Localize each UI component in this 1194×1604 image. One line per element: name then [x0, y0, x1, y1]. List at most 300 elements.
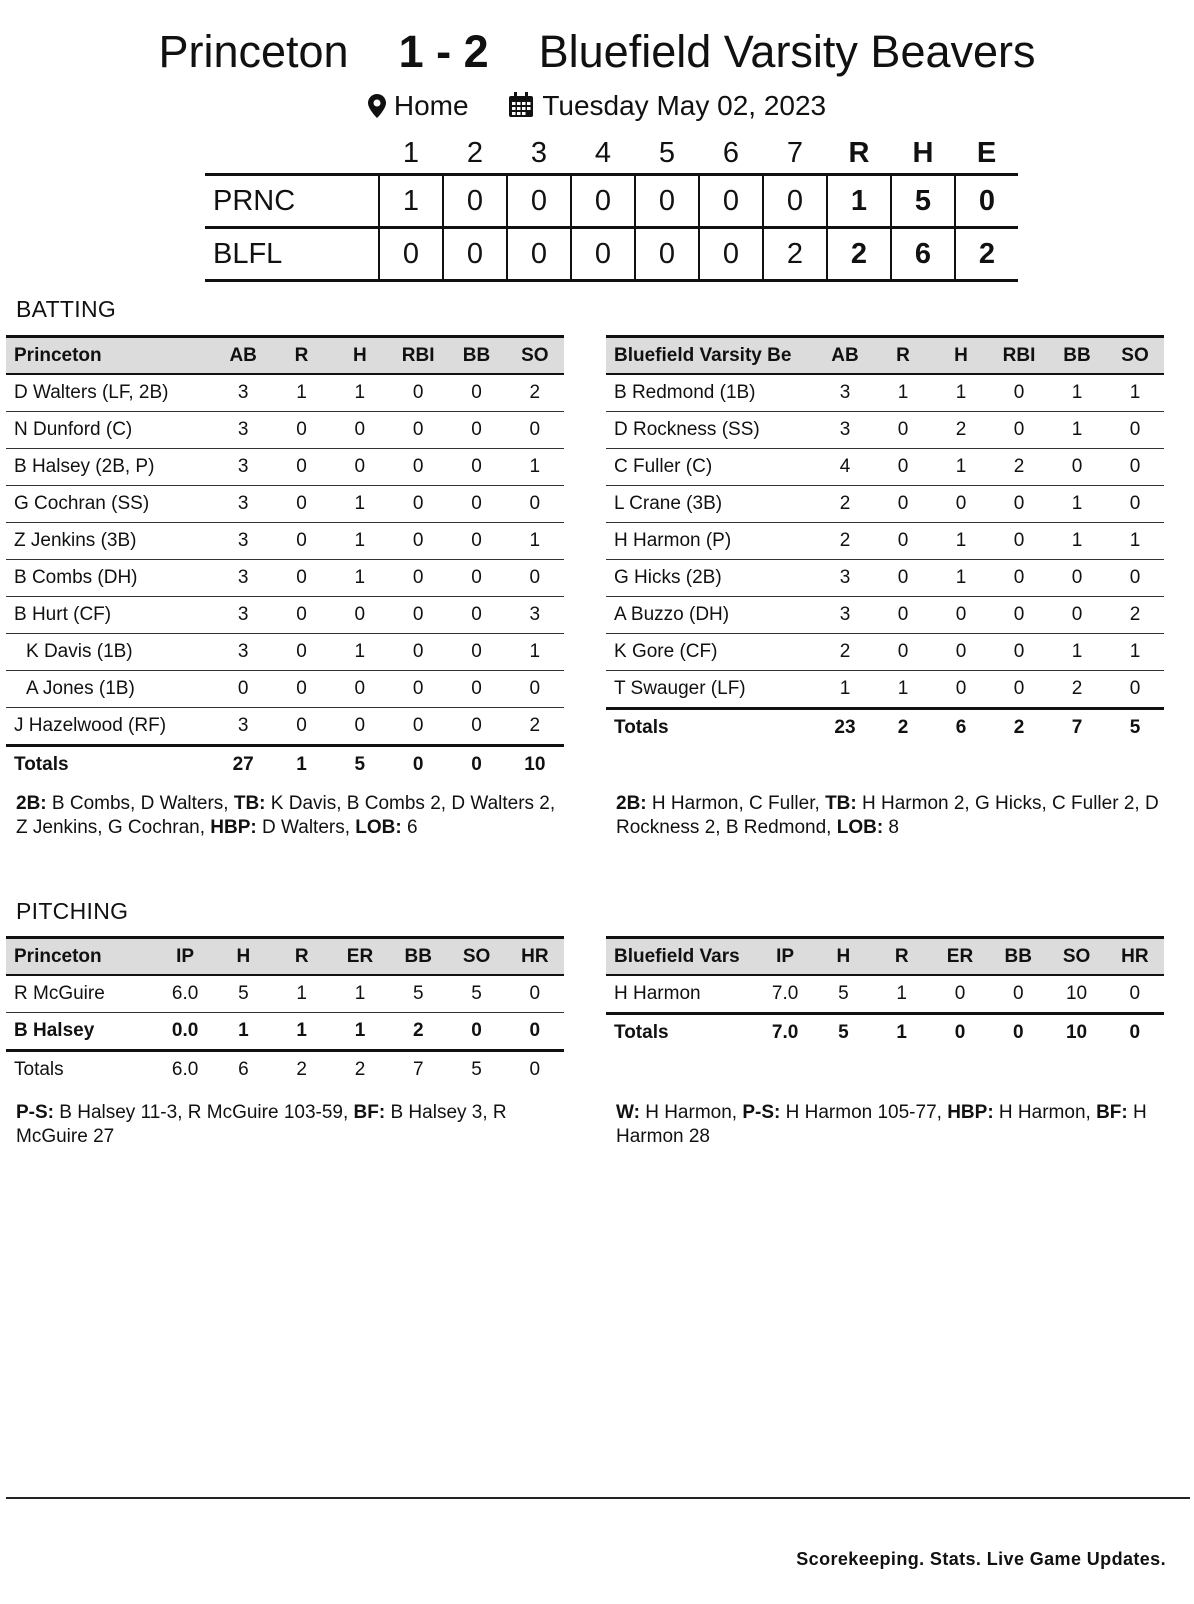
- stat-cell: 2: [389, 1013, 447, 1051]
- player-name: B Hurt (CF): [6, 597, 214, 634]
- stat-cell: 0: [389, 708, 447, 746]
- totals-row: [6, 746, 564, 784]
- stat-cell: 0.0: [156, 1013, 214, 1051]
- stat-cell: 1: [214, 1013, 272, 1051]
- totals-cell: 2: [331, 1051, 389, 1089]
- stat-cell: 0: [1048, 560, 1106, 597]
- stat-cell: 5: [447, 975, 505, 1013]
- stat-cell: 1: [874, 671, 932, 709]
- batting-section-title: BATTING: [16, 296, 117, 322]
- stat-cell: 0: [331, 449, 389, 486]
- stat-header-row: [6, 337, 564, 375]
- stat-cell: 0: [272, 634, 330, 671]
- totals-cell: 2: [874, 709, 932, 747]
- stat-cell: 0: [990, 671, 1048, 709]
- stat-cell: 1: [331, 486, 389, 523]
- stat-cell: 1: [331, 634, 389, 671]
- totals-label: Totals: [6, 746, 214, 784]
- note-label: HBP:: [210, 817, 257, 838]
- column-header: IP: [756, 938, 814, 976]
- note-label: BF:: [1096, 1102, 1128, 1123]
- team-label: Princeton: [6, 938, 156, 976]
- stat-cell: 10: [1047, 975, 1105, 1014]
- note-text: 6: [401, 817, 418, 838]
- player-name: K Gore (CF): [606, 634, 816, 671]
- stat-cell: 0: [331, 597, 389, 634]
- note-label: P-S:: [16, 1102, 54, 1123]
- player-row: [6, 560, 564, 597]
- player-row: [606, 523, 1164, 560]
- stat-cell: 0: [1106, 671, 1164, 709]
- errors-header: E: [976, 136, 997, 169]
- stat-cell: 0: [874, 412, 932, 449]
- stat-cell: 1: [506, 523, 564, 560]
- player-row: [606, 449, 1164, 486]
- linescore-e: 2: [955, 228, 1018, 281]
- stat-cell: 0: [990, 523, 1048, 560]
- inning-runs: 0: [571, 175, 635, 228]
- inning-runs: 0: [443, 175, 507, 228]
- stat-cell: 0: [989, 975, 1047, 1014]
- stat-cell: 0: [874, 597, 932, 634]
- stat-cell: 0: [990, 412, 1048, 449]
- stat-cell: 1: [272, 374, 330, 412]
- stat-cell: 3: [816, 412, 874, 449]
- note-label: TB:: [233, 793, 266, 814]
- linescore-r: 1: [827, 175, 891, 228]
- stat-cell: 1: [816, 671, 874, 709]
- away-team-name: Bluefield Varsity Beavers: [538, 26, 1036, 77]
- stat-cell: 0: [389, 634, 447, 671]
- note-label: LOB:: [836, 817, 884, 838]
- linescore-e: 0: [955, 175, 1018, 228]
- team-label: Princeton: [6, 337, 214, 375]
- stat-cell: 0: [389, 597, 447, 634]
- inning-header: 7: [786, 136, 804, 169]
- player-name: D Rockness (SS): [606, 412, 816, 449]
- player-row: [606, 412, 1164, 449]
- stat-cell: 1: [932, 523, 990, 560]
- stat-cell: 0: [1106, 975, 1164, 1014]
- player-name: J Hazelwood (RF): [6, 708, 214, 746]
- player-row: [6, 412, 564, 449]
- player-row: [6, 671, 564, 708]
- totals-cell: 0: [931, 1014, 989, 1052]
- stat-cell: 1: [932, 560, 990, 597]
- totals-cell: 23: [816, 709, 874, 747]
- stat-cell: 0: [506, 486, 564, 523]
- note-text: B Halsey 3, R McGuire 27: [16, 1102, 507, 1147]
- stat-cell: 3: [214, 597, 272, 634]
- player-name: B Halsey: [6, 1013, 156, 1051]
- stat-cell: 0: [506, 1013, 564, 1051]
- totals-row: [6, 1051, 564, 1089]
- game-date: [508, 88, 826, 124]
- stat-cell: 0: [331, 412, 389, 449]
- stat-cell: 5: [814, 975, 872, 1014]
- column-header: SO: [506, 337, 564, 375]
- stat-cell: 1: [1106, 374, 1164, 412]
- column-header: ER: [331, 938, 389, 976]
- stat-cell: 4: [816, 449, 874, 486]
- totals-label: Totals: [606, 1014, 756, 1052]
- batting-table-away: [606, 335, 1164, 746]
- note-label: TB:: [825, 793, 857, 814]
- stat-cell: 0: [506, 560, 564, 597]
- inning-header: 5: [658, 136, 676, 169]
- home-team-name: Princeton: [158, 26, 349, 77]
- totals-row: [606, 709, 1164, 747]
- inning-runs: 0: [443, 228, 507, 281]
- stat-cell: 0: [272, 523, 330, 560]
- stat-cell: 1: [1048, 374, 1106, 412]
- player-row: [606, 975, 1164, 1014]
- footer-divider: [6, 1497, 1190, 1499]
- column-header: H: [932, 337, 990, 375]
- note-label: LOB:: [355, 817, 402, 838]
- stat-cell: 0: [1106, 486, 1164, 523]
- stat-cell: 3: [506, 597, 564, 634]
- stat-cell: 1: [273, 1013, 331, 1051]
- stat-cell: 2: [506, 708, 564, 746]
- stat-cell: 2: [990, 449, 1048, 486]
- player-name: H Harmon (P): [606, 523, 816, 560]
- stat-cell: 0: [447, 560, 505, 597]
- pitching-notes-home: [16, 1101, 561, 1149]
- stat-cell: 1: [1048, 412, 1106, 449]
- stat-cell: 1: [1048, 634, 1106, 671]
- stat-cell: 0: [447, 449, 505, 486]
- player-row: [606, 597, 1164, 634]
- stat-cell: 1: [1048, 486, 1106, 523]
- column-header: BB: [1048, 337, 1106, 375]
- note-label: HBP:: [947, 1102, 994, 1123]
- stat-cell: 0: [932, 486, 990, 523]
- player-name: G Cochran (SS): [6, 486, 214, 523]
- linescore-h: 6: [891, 228, 955, 281]
- stat-cell: 0: [1106, 412, 1164, 449]
- player-name: N Dunford (C): [6, 412, 214, 449]
- stat-cell: 3: [816, 374, 874, 412]
- note-text: B Combs, D Walters,: [46, 793, 234, 814]
- stat-cell: 0: [389, 449, 447, 486]
- note-label: 2B:: [616, 793, 647, 814]
- team-label: Bluefield Vars: [606, 938, 756, 976]
- stat-cell: 0: [506, 412, 564, 449]
- inning-runs: 0: [571, 228, 635, 281]
- column-header: R: [874, 337, 932, 375]
- stat-cell: 0: [1048, 597, 1106, 634]
- location-label: Home: [393, 89, 469, 121]
- totals-cell: 7: [1048, 709, 1106, 747]
- hits-header: H: [912, 136, 934, 169]
- totals-cell: 5: [331, 746, 389, 784]
- player-name: H Harmon: [606, 975, 756, 1014]
- totals-cell: 6.0: [156, 1051, 214, 1089]
- player-row: [606, 374, 1164, 412]
- inning-header: 4: [594, 136, 612, 169]
- stat-cell: 0: [272, 708, 330, 746]
- note-text: H Harmon 2, G Hicks, C Fuller 2, D Rockness 2, B Redmond,: [616, 793, 1159, 838]
- column-header: IP: [156, 938, 214, 976]
- runs-header: R: [848, 136, 870, 169]
- column-header: RBI: [990, 337, 1048, 375]
- linescore-header: [205, 133, 1018, 175]
- batting-notes-away: [616, 792, 1161, 840]
- stat-cell: 0: [447, 374, 505, 412]
- stat-cell: 0: [389, 560, 447, 597]
- inning-runs: 0: [699, 228, 763, 281]
- player-name: A Jones (1B): [6, 671, 214, 708]
- note-text: D Walters,: [256, 817, 356, 838]
- player-row: [6, 1013, 564, 1051]
- totals-cell: 6: [214, 1051, 272, 1089]
- totals-cell: 5: [1106, 709, 1164, 747]
- stat-cell: 1: [506, 634, 564, 671]
- column-header: H: [331, 337, 389, 375]
- stat-cell: 1: [273, 975, 331, 1013]
- footer-tagline: Scorekeeping. Stats. Live Game Updates.: [796, 1549, 1166, 1569]
- stat-cell: 0: [331, 708, 389, 746]
- stat-cell: 0: [447, 708, 505, 746]
- stat-cell: 3: [214, 708, 272, 746]
- stat-cell: 0: [506, 975, 564, 1013]
- note-text: H Harmon 28: [616, 1102, 1147, 1147]
- column-header: R: [272, 337, 330, 375]
- note-text: B Halsey 11-3, R McGuire 103-59,: [54, 1102, 354, 1123]
- column-header: SO: [1047, 938, 1105, 976]
- stat-cell: 1: [331, 374, 389, 412]
- player-name: K Davis (1B): [6, 634, 214, 671]
- stat-cell: 1: [932, 374, 990, 412]
- note-label: P-S:: [742, 1102, 781, 1123]
- stat-cell: 1: [1106, 634, 1164, 671]
- stat-header-row: [6, 938, 564, 976]
- column-header: R: [873, 938, 931, 976]
- player-name: L Crane (3B): [606, 486, 816, 523]
- batting-table-home: [6, 335, 564, 783]
- game-header: [0, 24, 1194, 80]
- player-row: [6, 374, 564, 412]
- inning-runs: 0: [635, 175, 699, 228]
- stat-cell: 1: [331, 975, 389, 1013]
- stat-cell: 3: [214, 486, 272, 523]
- stat-cell: 0: [272, 560, 330, 597]
- totals-cell: 1: [272, 746, 330, 784]
- linescore-team: BLFL: [205, 228, 379, 281]
- stat-cell: 2: [1048, 671, 1106, 709]
- pitching-section-title: PITCHING: [16, 898, 129, 924]
- note-label: W:: [616, 1102, 640, 1123]
- totals-row: [606, 1014, 1164, 1052]
- stat-cell: 6.0: [156, 975, 214, 1013]
- player-name: A Buzzo (DH): [606, 597, 816, 634]
- stat-cell: 0: [1106, 560, 1164, 597]
- date-label: Tuesday May 02, 2023: [542, 89, 827, 121]
- totals-cell: 7: [389, 1051, 447, 1089]
- stat-header-row: [606, 938, 1164, 976]
- totals-cell: 5: [814, 1014, 872, 1052]
- inning-runs: 2: [763, 228, 827, 281]
- stat-cell: 0: [990, 486, 1048, 523]
- column-header: R: [273, 938, 331, 976]
- totals-cell: 1: [873, 1014, 931, 1052]
- inning-runs: 1: [379, 175, 443, 228]
- pitching-notes-away: [616, 1101, 1161, 1149]
- stat-cell: 0: [389, 374, 447, 412]
- stat-cell: 0: [272, 449, 330, 486]
- player-name: Z Jenkins (3B): [6, 523, 214, 560]
- pitching-table-home: [6, 936, 564, 1088]
- player-row: [6, 708, 564, 746]
- column-header: HR: [1106, 938, 1164, 976]
- totals-label: Totals: [606, 709, 816, 747]
- location: [368, 88, 469, 124]
- stat-cell: 0: [447, 634, 505, 671]
- stat-cell: 1: [331, 1013, 389, 1051]
- totals-cell: 2: [273, 1051, 331, 1089]
- inning-header: 3: [530, 136, 548, 169]
- note-text: H Harmon, C Fuller,: [646, 793, 826, 814]
- player-row: [606, 671, 1164, 709]
- note-text: K Davis, B Combs 2, D Walters 2, Z Jenkins, G Cochran,: [16, 793, 556, 838]
- stat-cell: 0: [214, 671, 272, 708]
- column-header: AB: [816, 337, 874, 375]
- stat-header-row: [606, 337, 1164, 375]
- stat-cell: 2: [816, 486, 874, 523]
- linescore-team: PRNC: [205, 175, 379, 228]
- stat-cell: 0: [447, 671, 505, 708]
- stat-cell: 0: [447, 486, 505, 523]
- inning-header: 2: [466, 136, 484, 169]
- column-header: H: [214, 938, 272, 976]
- column-header: SO: [447, 938, 505, 976]
- stat-cell: 3: [214, 560, 272, 597]
- column-header: RBI: [389, 337, 447, 375]
- totals-cell: 0: [389, 746, 447, 784]
- stat-cell: 3: [214, 374, 272, 412]
- inning-runs: 0: [763, 175, 827, 228]
- linescore-row: [205, 228, 1018, 281]
- column-header: BB: [989, 938, 1047, 976]
- player-name: C Fuller (C): [606, 449, 816, 486]
- column-header: AB: [214, 337, 272, 375]
- player-name: T Swauger (LF): [606, 671, 816, 709]
- batting-notes-home: [16, 792, 561, 840]
- inning-header: 1: [402, 136, 420, 169]
- inning-runs: 0: [507, 175, 571, 228]
- stat-cell: 3: [214, 634, 272, 671]
- stat-cell: 0: [990, 374, 1048, 412]
- stat-cell: 5: [214, 975, 272, 1013]
- totals-cell: 0: [506, 1051, 564, 1089]
- stat-cell: 0: [447, 523, 505, 560]
- inning-runs: 0: [507, 228, 571, 281]
- note-text: H Harmon,: [639, 1102, 743, 1123]
- pitching-table-away: [606, 936, 1164, 1051]
- player-row: [6, 486, 564, 523]
- stat-cell: 3: [214, 523, 272, 560]
- totals-cell: 2: [990, 709, 1048, 747]
- map-pin-icon: [368, 94, 386, 118]
- stat-cell: 0: [1106, 449, 1164, 486]
- stat-cell: 0: [990, 597, 1048, 634]
- player-name: R McGuire: [6, 975, 156, 1013]
- stat-cell: 7.0: [756, 975, 814, 1014]
- team-label: Bluefield Varsity Be: [606, 337, 816, 375]
- totals-cell: 27: [214, 746, 272, 784]
- totals-cell: 0: [989, 1014, 1047, 1052]
- stat-cell: 2: [932, 412, 990, 449]
- stat-cell: 1: [331, 523, 389, 560]
- stat-cell: 0: [1048, 449, 1106, 486]
- stat-cell: 0: [990, 634, 1048, 671]
- linescore-table: [205, 133, 1018, 282]
- inning-header: 6: [722, 136, 740, 169]
- player-row: [6, 449, 564, 486]
- stat-cell: 0: [272, 412, 330, 449]
- stat-cell: 0: [874, 449, 932, 486]
- column-header: HR: [506, 938, 564, 976]
- stat-cell: 0: [272, 597, 330, 634]
- column-header: ER: [931, 938, 989, 976]
- stat-cell: 0: [506, 671, 564, 708]
- column-header: BB: [447, 337, 505, 375]
- player-name: B Halsey (2B, P): [6, 449, 214, 486]
- totals-cell: 0: [447, 746, 505, 784]
- stat-cell: 0: [447, 412, 505, 449]
- note-text: H Harmon 105-77,: [780, 1102, 948, 1123]
- stat-cell: 0: [272, 486, 330, 523]
- inning-runs: 0: [379, 228, 443, 281]
- stat-cell: 0: [389, 671, 447, 708]
- totals-cell: 5: [447, 1051, 505, 1089]
- stat-cell: 0: [874, 560, 932, 597]
- stat-cell: 0: [990, 560, 1048, 597]
- stat-cell: 0: [932, 634, 990, 671]
- stat-cell: 0: [874, 486, 932, 523]
- note-text: H Harmon,: [993, 1102, 1097, 1123]
- stat-cell: 2: [816, 523, 874, 560]
- stat-cell: 3: [214, 449, 272, 486]
- column-header: BB: [389, 938, 447, 976]
- stat-cell: 1: [1106, 523, 1164, 560]
- stat-cell: 1: [1048, 523, 1106, 560]
- stat-cell: 0: [932, 671, 990, 709]
- stat-cell: 2: [816, 634, 874, 671]
- stat-cell: 3: [816, 597, 874, 634]
- stat-cell: 0: [447, 597, 505, 634]
- totals-cell: 10: [1047, 1014, 1105, 1052]
- totals-cell: 6: [932, 709, 990, 747]
- stat-cell: 1: [506, 449, 564, 486]
- player-row: [6, 597, 564, 634]
- player-row: [6, 975, 564, 1013]
- stat-cell: 0: [389, 412, 447, 449]
- inning-runs: 0: [635, 228, 699, 281]
- stat-cell: 3: [214, 412, 272, 449]
- linescore-r: 2: [827, 228, 891, 281]
- stat-cell: 0: [447, 1013, 505, 1051]
- player-name: D Walters (LF, 2B): [6, 374, 214, 412]
- totals-cell: 10: [506, 746, 564, 784]
- inning-runs: 0: [699, 175, 763, 228]
- stat-cell: 2: [506, 374, 564, 412]
- totals-cell: 7.0: [756, 1014, 814, 1052]
- stat-cell: 1: [331, 560, 389, 597]
- note-text: 8: [883, 817, 900, 838]
- stat-cell: 5: [389, 975, 447, 1013]
